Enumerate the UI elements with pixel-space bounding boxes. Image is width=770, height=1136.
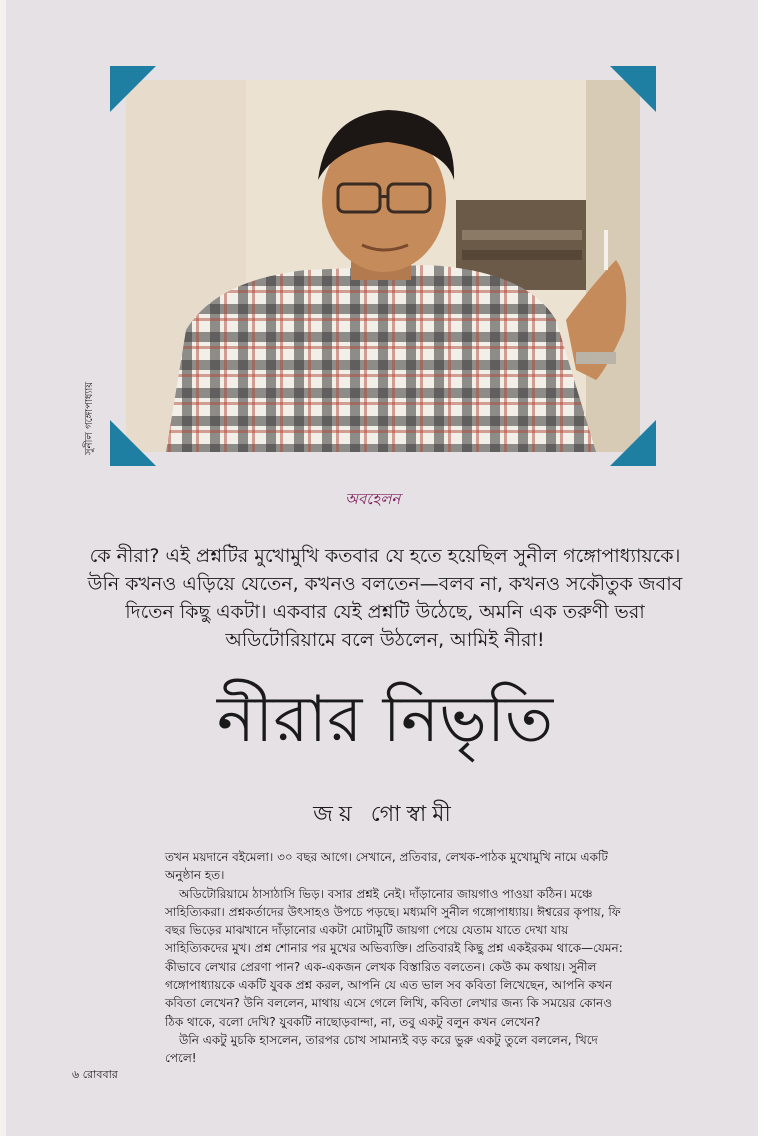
article-body <box>165 848 625 1068</box>
body-paragraph: উনি একটু মুচকি হাসলেন, তারপর চোখ সামান্যই বড় করে ভুরু একটু তুলে বললেন, খিদে পেলে! <box>165 1032 598 1066</box>
page-edge <box>758 0 770 1136</box>
author-photo <box>126 80 640 452</box>
author-byline: জয় গোস্বামী <box>313 802 457 827</box>
body-paragraph: তখন ময়দানে বইমেলা। ৩০ বছর আগে। সেখানে, প্রতিবার, লেখক-পাঠক মুখোমুখি নামে একটি অনুষ্ঠান হত। <box>165 850 608 883</box>
section-rubric: অবহেলন <box>345 490 401 508</box>
photo-frame <box>110 66 656 466</box>
intro-paragraph: কে নীরা? এই প্রশ্নটির মুখোমুখি কতবার যে হতে হয়েছিল সুনীল গঙ্গোপাধ্যায়কে। উনি কখনও এড়িয়ে যেতেন, কখনও বলতেন—বলব না, কখনও সকৌতুক জবাব দিতেন কিছু একটা। একবার যেই প্রশ্নটি উঠেছে, অমনি এক তরুণী ভরা অডিটোরিয়ামে বলে উঠলেন, আমিই নীরা! <box>87 545 683 651</box>
body-paragraph: অডিটোরিয়ামে ঠাসাঠাসি ভিড়। বসার প্রশ্নই নেই। দাঁড়ানোর জায়গাও পাওয়া কঠিন। মঞ্চে সাহিত্যিকরা। প্রশ্নকর্তাদের উৎসাহও উপচে পড়ছে। মধ্যমণি সুনীল গঙ্গোপাধ্যায়। ঈশ্বরের কৃপায়, ফি বছর ভিড়ের মাঝখানে দাঁড়ানোর একটা মোটামুটি জায়গা পেয়ে যেতাম যাতে দেখা যায় সাহিত্যিকদের মুখ। প্রশ্ন শোনার পর মুখের অভিব্যক্তি। প্রতিবারই কিছু প্রশ্ন একইরকম থাকে—যেমন: কীভাবে লেখার প্রেরণা পান? এক-একজন লেখক বিস্তারিত বলতেন। কেউ কম কথায়। সুনীল গঙ্গোপাধ্যায়কে একটি যুবক প্রশ্ন করল, আপনি যে এত ভাল সব কবিতা লিখেছেন, আপনি কখন কবিতা লেখেন? উনি বললেন, মাথায় এসে গেলে লিখি, কবিতা লেখার জন্য কি সময়ের কোনও ঠিক থাকে, বলো দেখি? যুবকটি নাছোড়বান্দা, না, তবু একটু বলুন কখন লেখেন? <box>165 886 623 1029</box>
photo-credit: সুনীল গঙ্গোপাধ্যায় <box>84 381 95 455</box>
page-folio: ৬ রোববার <box>72 1068 118 1081</box>
article-title: নীরার নিভৃতি <box>216 683 554 757</box>
portrait-image <box>126 80 640 452</box>
